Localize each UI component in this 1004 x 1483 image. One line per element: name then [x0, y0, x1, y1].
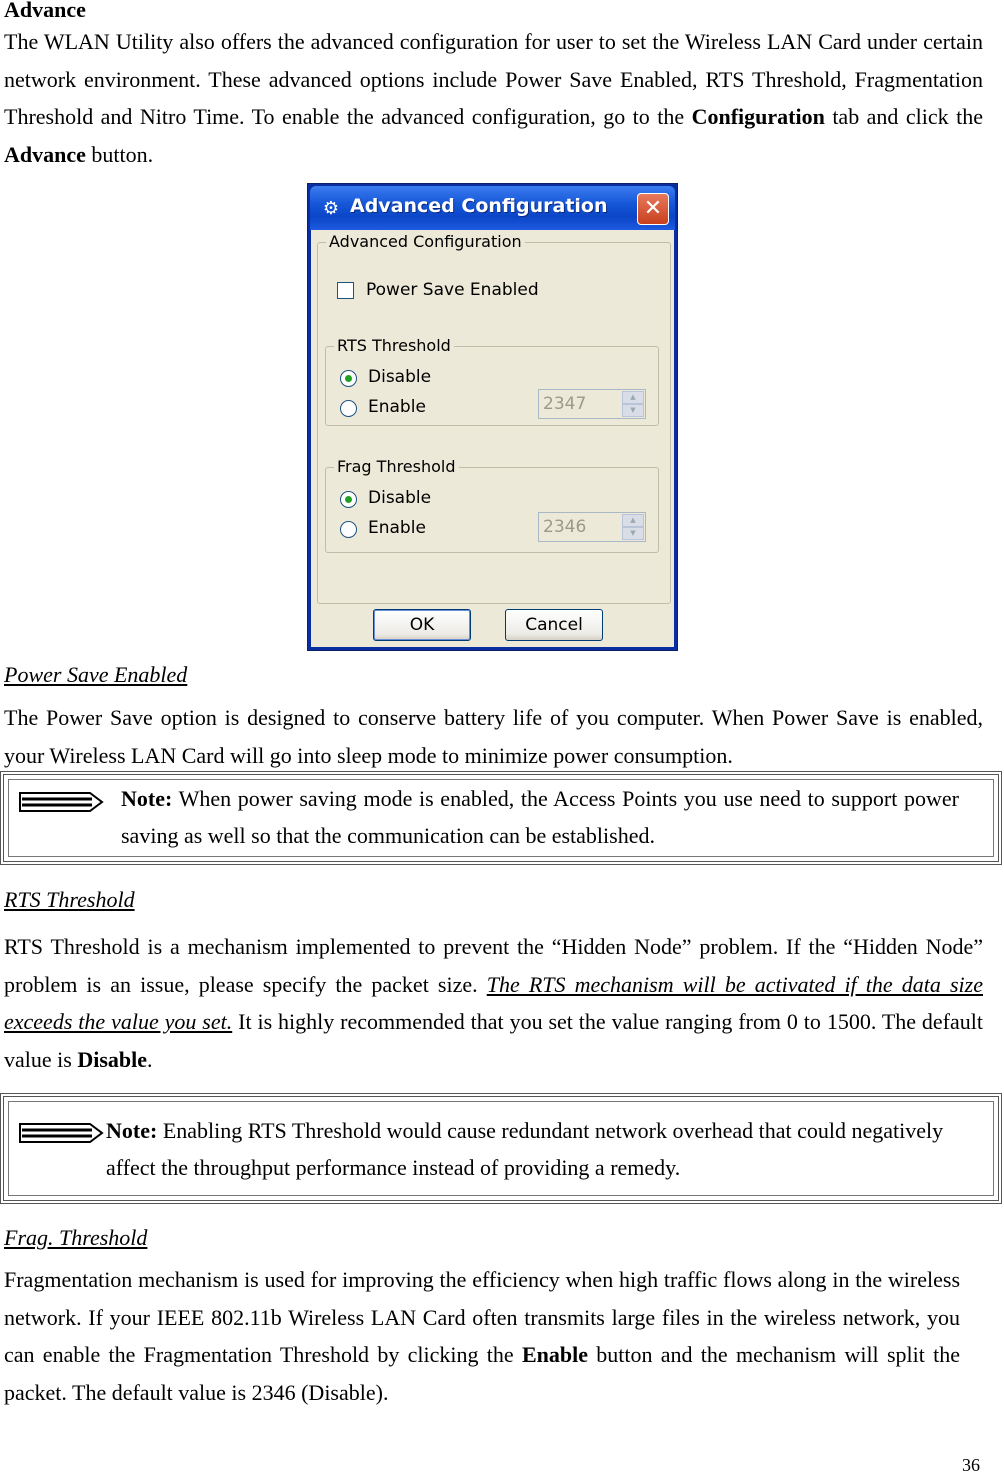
power-save-checkbox[interactable] [337, 282, 354, 299]
frag-disable-label[interactable]: Disable [368, 488, 432, 508]
frag-text: button and the mechanism will split the packet. The default value is 2346 (Disable). [4, 1342, 961, 1405]
ok-button[interactable]: OK [373, 609, 471, 641]
intro-text: The WLAN Utility also offers the advanced configuration for user to set the Wireless LAN Card under certain network environment. These advanced options include Power Save Enabled, RTS Threshold, Fragmentation Threshold and Nitro Time. To enable the advanced configuration, go to the [4, 29, 983, 129]
frag-disable-radio[interactable] [340, 491, 357, 508]
power-save-note [0, 771, 1002, 865]
rts-disable-label[interactable]: Disable [368, 367, 432, 387]
rts-heading: RTS Threshold [4, 887, 135, 912]
rts-text: It is highly recommended that you set the value ranging from 0 to 1500. The default value is [4, 1009, 984, 1072]
spin-down-icon[interactable]: ▼ [622, 527, 644, 540]
note-label: Note: [106, 1118, 158, 1143]
note-body: Enabling RTS Threshold would cause redundant network overhead that could negatively affect the throughput performance instead of providing a remedy. [106, 1118, 944, 1180]
group-label: Advanced Configuration [326, 232, 525, 251]
intro-text: button. [85, 141, 154, 167]
app-icon: ⚙ [322, 198, 340, 219]
close-icon: ✕ [643, 196, 663, 221]
rts-threshold-group [325, 336, 659, 426]
frag-enable-label[interactable]: Enable [368, 518, 426, 538]
rts-enable-radio[interactable] [340, 400, 357, 417]
advanced-configuration-dialog [307, 183, 678, 651]
power-save-label[interactable]: Power Save Enabled [366, 280, 539, 300]
disable-term: Disable [77, 1046, 148, 1072]
rts-paragraph [4, 928, 983, 1078]
rts-note [0, 1093, 1002, 1204]
configuration-term: Configuration [691, 104, 825, 129]
intro-text: tab and click the [824, 104, 983, 129]
enable-term: Enable [521, 1342, 588, 1367]
rts-disable-radio[interactable] [340, 370, 357, 387]
advanced-configuration-group [317, 232, 671, 604]
frag-value-spinner[interactable] [538, 512, 646, 542]
page-number: 36 [962, 1455, 980, 1475]
rts-enable-label[interactable]: Enable [368, 397, 426, 417]
rts-value: 2347 [543, 394, 587, 414]
rts-text: . [147, 1046, 153, 1072]
group-label: RTS Threshold [334, 336, 454, 355]
power-save-paragraph: The Power Save option is designed to conserve battery life of you computer. When Power Save is enabled, your Wireless LAN Card will go into sleep mode to minimize power consumption. [4, 705, 983, 768]
note-label: Note: [121, 786, 173, 811]
frag-value: 2346 [543, 517, 587, 537]
rts-value-spinner[interactable] [538, 389, 646, 419]
power-save-heading: Power Save Enabled [4, 662, 188, 687]
frag-text: Fragmentation mechanism is used for improving the efficiency when high traffic flows along in the wireless network. If your IEEE 802.11b Wireless LAN Card often transmits large files in the wireless network, you can enable the Fragmentation Threshold by clicking the [4, 1267, 960, 1367]
dialog-body [311, 230, 674, 647]
note-body: When power saving mode is enabled, the Access Points you use need to support power saving as well so that the communication can be established. [121, 786, 959, 848]
dialog-title-bar[interactable] [310, 186, 675, 230]
dialog-title: Advanced Configuration [350, 195, 608, 217]
spin-up-icon[interactable]: ▲ [622, 514, 644, 527]
cancel-button[interactable]: Cancel [505, 609, 603, 641]
group-label: Frag Threshold [334, 457, 459, 476]
frag-paragraph [4, 1261, 960, 1411]
frag-heading: Frag. Threshold [4, 1225, 148, 1250]
rts-note-text [106, 1112, 962, 1186]
close-button[interactable] [637, 193, 669, 225]
section-title: Advance [4, 0, 86, 22]
power-save-note-text [121, 780, 959, 854]
spin-up-icon[interactable]: ▲ [622, 391, 644, 404]
note-arrow-icon [18, 1120, 104, 1146]
rts-emphasis: The RTS mechanism will be activated if the data size exceeds the value you set. [4, 971, 983, 1034]
spin-down-icon[interactable]: ▼ [622, 404, 644, 417]
rts-text: RTS Threshold is a mechanism implemented to prevent the “Hidden Node” problem. If the “Hidden Node” problem is an issue, please specify the packet size. [4, 934, 983, 997]
frag-threshold-group [325, 457, 659, 553]
advance-term: Advance [4, 141, 86, 167]
intro-paragraph [4, 23, 983, 173]
note-arrow-icon [18, 789, 104, 815]
frag-enable-radio[interactable] [340, 521, 357, 538]
